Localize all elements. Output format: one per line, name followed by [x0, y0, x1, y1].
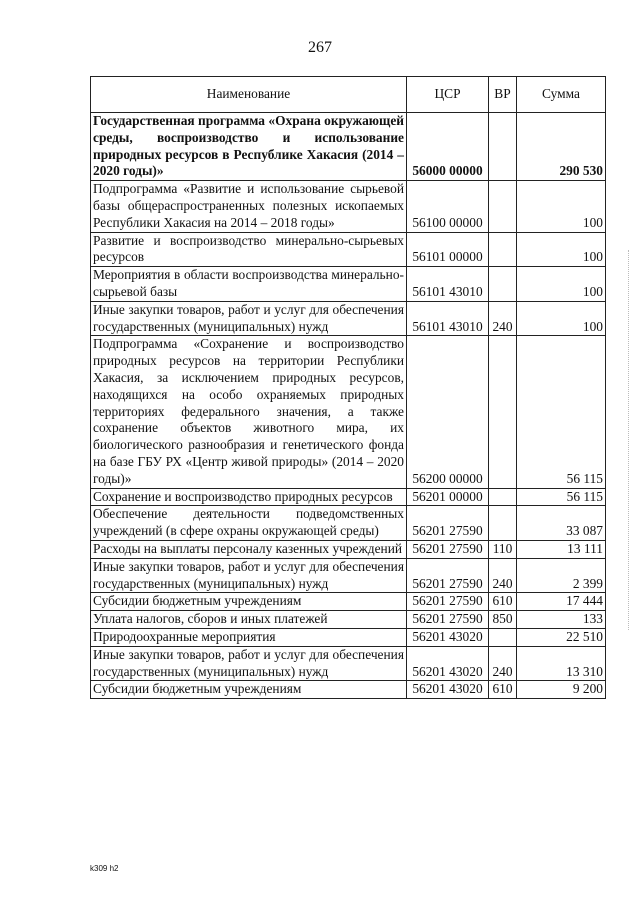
table-body [91, 113, 606, 699]
cell-sum: 133 [517, 611, 606, 629]
cell-sum: 100 [517, 181, 606, 232]
cell-name: Иные закупки товаров, работ и услуг для обеспечения государственных (муниципальных) нужд [91, 301, 407, 336]
cell-vr: 240 [489, 558, 517, 593]
cell-name: Подпрограмма «Развитие и использование сырьевой базы общераспространенных полезных ископаемых Республики Хакасия на 2014 – 2018 годы» [91, 181, 407, 232]
cell-name: Развитие и воспроизводство минерально-сырьевых ресурсов [91, 232, 407, 267]
cell-vr [489, 628, 517, 646]
cell-csr: 56201 27590 [407, 593, 489, 611]
cell-name: Субсидии бюджетным учреждениям [91, 593, 407, 611]
cell-vr [489, 506, 517, 541]
cell-sum: 100 [517, 301, 606, 336]
cell-csr: 56200 00000 [407, 336, 489, 488]
cell-csr: 56101 43010 [407, 267, 489, 302]
header-vr: ВР [489, 77, 517, 113]
table-row [91, 232, 606, 267]
cell-name: Иные закупки товаров, работ и услуг для обеспечения государственных (муниципальных) нужд [91, 558, 407, 593]
cell-vr: 850 [489, 611, 517, 629]
table-row [91, 506, 606, 541]
cell-csr: 56201 43020 [407, 681, 489, 699]
margin-scan-marks [628, 250, 633, 630]
cell-sum: 13 111 [517, 540, 606, 558]
table-row [91, 488, 606, 506]
table-row [91, 301, 606, 336]
cell-name: Иные закупки товаров, работ и услуг для обеспечения государственных (муниципальных) нужд [91, 646, 407, 681]
cell-name: Уплата налогов, сборов и иных платежей [91, 611, 407, 629]
cell-csr: 56000 00000 [407, 113, 489, 181]
budget-table [90, 76, 606, 699]
cell-csr: 56101 43010 [407, 301, 489, 336]
cell-vr [489, 267, 517, 302]
cell-sum: 13 310 [517, 646, 606, 681]
cell-name: Государственная программа «Охрана окружающей среды, воспроизводство и использование природных ресурсов в Республике Хакасия (2014 – 2020 годы)» [91, 113, 407, 181]
table-row [91, 611, 606, 629]
cell-vr [489, 113, 517, 181]
table-row [91, 593, 606, 611]
cell-vr [489, 336, 517, 488]
table-row [91, 540, 606, 558]
cell-csr: 56201 27590 [407, 540, 489, 558]
cell-csr: 56201 43020 [407, 646, 489, 681]
cell-csr: 56100 00000 [407, 181, 489, 232]
table-header-row [91, 77, 606, 113]
cell-sum: 33 087 [517, 506, 606, 541]
cell-vr [489, 181, 517, 232]
cell-sum: 100 [517, 267, 606, 302]
cell-vr: 240 [489, 301, 517, 336]
cell-vr [489, 232, 517, 267]
page-number: 267 [308, 39, 332, 56]
table-row [91, 113, 606, 181]
table-row [91, 181, 606, 232]
cell-vr: 110 [489, 540, 517, 558]
table-row [91, 558, 606, 593]
table-row [91, 628, 606, 646]
cell-sum: 22 510 [517, 628, 606, 646]
cell-csr: 56101 00000 [407, 232, 489, 267]
header-csr: ЦСР [407, 77, 489, 113]
cell-sum: 9 200 [517, 681, 606, 699]
cell-vr [489, 488, 517, 506]
cell-sum: 56 115 [517, 488, 606, 506]
cell-name: Мероприятия в области воспроизводства минерально-сырьевой базы [91, 267, 407, 302]
cell-sum: 290 530 [517, 113, 606, 181]
table-row [91, 267, 606, 302]
table-row [91, 646, 606, 681]
header-name: Наименование [91, 77, 407, 113]
cell-vr: 610 [489, 593, 517, 611]
cell-csr: 56201 43020 [407, 628, 489, 646]
cell-csr: 56201 27590 [407, 558, 489, 593]
cell-csr: 56201 27590 [407, 611, 489, 629]
cell-name: Обеспечение деятельности подведомственных учреждений (в сфере охраны окружающей среды) [91, 506, 407, 541]
cell-vr: 610 [489, 681, 517, 699]
cell-name: Расходы на выплаты персоналу казенных учреждений [91, 540, 407, 558]
cell-name: Субсидии бюджетным учреждениям [91, 681, 407, 699]
table-row [91, 336, 606, 488]
cell-sum: 17 444 [517, 593, 606, 611]
cell-vr: 240 [489, 646, 517, 681]
cell-name: Подпрограмма «Сохранение и воспроизводство природных ресурсов на территории Республики Хакасия, за исключением природных ресурсов, находящихся на особо охраняемых природных территориях федерального значения, а также сохранение объектов животного мира, их биологического разнообразия и генетического фонда на базе ГБУ РХ «Центр живой природы» (2014 – 2020 годы)» [91, 336, 407, 488]
header-sum: Сумма [517, 77, 606, 113]
cell-sum: 100 [517, 232, 606, 267]
cell-sum: 56 115 [517, 336, 606, 488]
cell-name: Сохранение и воспроизводство природных ресурсов [91, 488, 407, 506]
footer-code: k309 h2 [90, 864, 119, 873]
table-row [91, 681, 606, 699]
cell-csr: 56201 27590 [407, 506, 489, 541]
cell-sum: 2 399 [517, 558, 606, 593]
cell-csr: 56201 00000 [407, 488, 489, 506]
cell-name: Природоохранные мероприятия [91, 628, 407, 646]
